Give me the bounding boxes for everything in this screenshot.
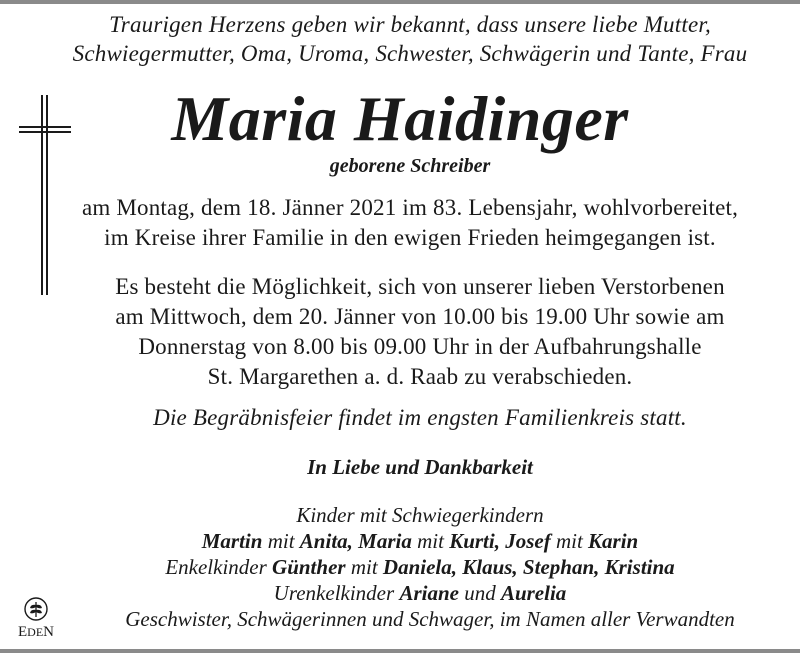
farewell-line-3: Donnerstag von 8.00 bis 09.00 Uhr in der Aufbahrungshalle xyxy=(138,334,702,359)
grandchildren-line xyxy=(20,555,800,580)
leaf-icon xyxy=(11,596,61,624)
child-name: Martin xyxy=(201,529,263,553)
passing-line-1: am Montag, dem 18. Jänner 2021 im 83. Lebensjahr, wohlvorbereitet, xyxy=(81,195,739,220)
child-names: Kurti, Josef xyxy=(449,529,551,553)
intro-line-1: Traurigen Herzens geben wir bekannt, dass unsere liebe Mutter, xyxy=(109,12,711,37)
connector-word: und xyxy=(464,581,496,605)
child-name: Karin xyxy=(588,529,639,553)
great-grandchild-name: Ariane xyxy=(399,581,459,605)
connector-word: mit xyxy=(267,529,295,553)
connector-word: mit xyxy=(555,529,583,553)
children-label: Kinder mit Schwiegerkindern xyxy=(296,503,544,527)
connector-word: mit xyxy=(417,529,444,553)
closing-line: In Liebe und Dankbarkeit xyxy=(307,455,533,479)
grandchild-name: Günther xyxy=(272,555,346,579)
logo-wordmark: EDEN xyxy=(17,624,54,640)
child-names: Anita, Maria xyxy=(299,529,412,553)
top-border xyxy=(0,0,800,4)
bottom-border xyxy=(0,649,800,653)
great-grandchildren-label: Urenkelkinder xyxy=(273,581,395,605)
deceased-name: Maria Haidinger xyxy=(171,83,629,154)
funeral-note: Die Begräbnisfeier findet im engsten Familienkreis statt. xyxy=(153,405,687,430)
maiden-name: geborene Schreiber xyxy=(329,155,491,177)
great-grandchildren-line xyxy=(20,581,800,606)
children-line xyxy=(20,529,800,554)
connector-word: mit xyxy=(350,555,378,579)
relatives-line: Geschwister, Schwägerinnen und Schwager, im Namen aller Verwandten xyxy=(125,607,735,631)
grandchildren-label: Enkelkinder xyxy=(165,555,267,579)
farewell-line-1: Es besteht die Möglichkeit, sich von unserer lieben Verstorbenen xyxy=(115,274,725,299)
grandchild-names: Daniela, Klaus, Stephan, Kristina xyxy=(382,555,675,579)
passing-line-2: im Kreise ihrer Familie in den ewigen Frieden heimgegangen ist. xyxy=(104,225,716,250)
intro-line-2: Schwiegermutter, Oma, Uroma, Schwester, Schwägerin und Tante, Frau xyxy=(72,41,748,66)
eden-logo xyxy=(11,596,61,646)
farewell-line-4: St. Margarethen a. d. Raab zu verabschieden. xyxy=(207,364,633,389)
farewell-line-2: am Mittwoch, dem 20. Jänner von 10.00 bis 19.00 Uhr sowie am xyxy=(115,304,725,329)
great-grandchild-name: Aurelia xyxy=(500,581,567,605)
